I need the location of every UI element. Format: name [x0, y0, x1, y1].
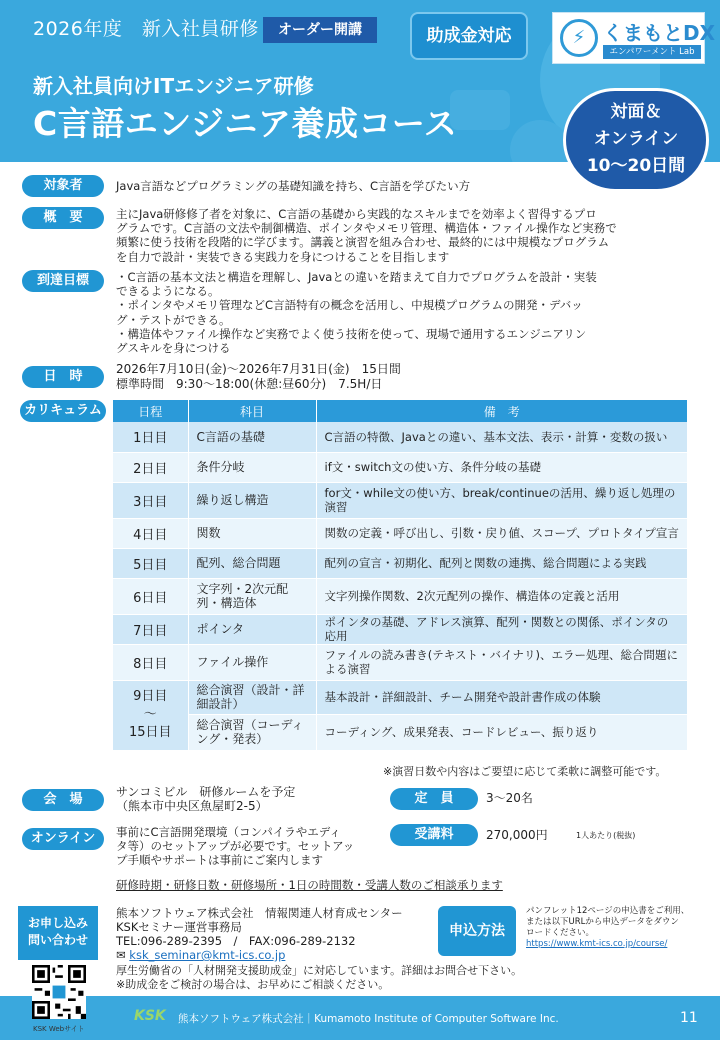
- cell-subject: 総合演習（コーディング・発表）: [188, 714, 316, 750]
- overview-text: [116, 207, 617, 264]
- curriculum-footnote: ※演習日数や内容はご要望に応じて柔軟に調整可能です。: [383, 765, 667, 778]
- subsidy-note-line: ※助成金をご検討の場合は、お早めにご相談ください。: [116, 978, 390, 991]
- table-row: [113, 518, 688, 548]
- cell-subject: C言語の基礎: [188, 422, 316, 452]
- label-venue: 会 場: [22, 789, 104, 811]
- label-overview: 概 要: [22, 207, 104, 229]
- goal-line: できるようになる。: [116, 284, 220, 299]
- label-online: オンライン: [22, 828, 104, 850]
- consult-note: 研修時期・研修日数・研修場所・1日の時間数・受講人数のご相談承ります: [116, 878, 503, 892]
- table-row: [113, 614, 688, 644]
- cell-note: 配列の宣言・初期化、配列と関数の連携、総合問題による実践: [316, 548, 688, 578]
- cell-note: ファイルの読み書き(テキスト・バイナリ)、エラー処理、総合問題による演習: [316, 644, 688, 680]
- cell-note: C言語の特徴、Javaとの違い、基本文法、表示・計算・変数の扱い: [316, 422, 688, 452]
- apply-line: または以下URLから申込データをダウン: [526, 917, 679, 927]
- venue-text: [116, 785, 295, 813]
- goal-line: グスキルを身につける: [116, 341, 231, 356]
- footer-brand: KSK: [134, 1008, 166, 1024]
- label-curriculum: カリキュラム: [20, 400, 106, 422]
- cell-note: コーディング、成果発表、コードレビュー、振り返り: [316, 714, 688, 750]
- apply-line: ロードください。: [526, 928, 595, 938]
- cell-subject: 条件分岐: [188, 452, 316, 482]
- online-line: プ手順やサポートは事前にご案内します: [116, 853, 323, 868]
- schedule-hours: 標準時間 9:30～18:00(休憩:昼60分) 7.5H/日: [116, 377, 383, 391]
- online-line: 事前にC言語開発環境（コンパイラやエディ: [116, 825, 341, 839]
- qr-code-icon[interactable]: [32, 965, 86, 1019]
- kumamoto-dx-logo: [552, 12, 716, 64]
- goal-line: ・C言語の基本文法と構造を理解し、Javaとの違いを踏まえて自力でプログラムを設計・実装: [116, 270, 597, 284]
- contact-email-row: [116, 948, 403, 962]
- overview-line: グラムです。C言語の文法や制御構造、ポインタやメモリ管理、構造体・ファイル操作など実務で: [116, 221, 617, 236]
- cell-day: 8日目: [113, 644, 188, 680]
- table-header-row: [113, 400, 688, 422]
- logo-text: くまもとDX: [603, 21, 716, 45]
- contact-info: [116, 906, 403, 962]
- cell-day: 3日目: [113, 482, 188, 518]
- cell-subject: 総合演習（設計・詳細設計）: [188, 680, 316, 714]
- target-text: Java言語などプログラミングの基礎知識を持ち、C言語を学びたい方: [116, 179, 471, 193]
- badge-line-1: 対面＆: [610, 102, 662, 122]
- label-capacity: 定 員: [390, 788, 478, 810]
- table-row: [113, 714, 688, 750]
- table-row: [113, 482, 688, 518]
- subsidy-notes: [116, 964, 522, 992]
- cell-note: if文・switch文の使い方、条件分岐の基礎: [316, 452, 688, 482]
- contact-label-line: 問い合わせ: [27, 933, 88, 947]
- online-line: タ等）のセットアップが必要です。セットアッ: [116, 839, 355, 854]
- cell-subject: 文字列・2次元配列・構造体: [188, 578, 316, 614]
- col-header-subject: 科目: [188, 400, 316, 422]
- logo-subtext: エンパワーメント Lab: [603, 45, 701, 59]
- lightning-icon: ⚡: [560, 19, 598, 57]
- label-target: 対象者: [22, 175, 104, 197]
- cell-note: 関数の定義・呼び出し、引数・戻り値、スコープ、プロトタイプ宣言: [316, 518, 688, 548]
- cell-day-range: [113, 680, 188, 750]
- day-range-end: 15日目: [128, 725, 172, 740]
- cell-note: 基本設計・詳細設計、チーム開発や設計書作成の体験: [316, 680, 688, 714]
- cell-note: 文字列操作関数、2次元配列の操作、構造体の定義と活用: [316, 578, 688, 614]
- cell-subject: ファイル操作: [188, 644, 316, 680]
- mail-icon: ✉: [116, 948, 126, 962]
- goal-line: ・構造体やファイル操作など実務でよく使う技術を使って、現場で通用するエンジニアリン: [116, 326, 587, 341]
- fee-value: 270,000円: [486, 828, 548, 842]
- schedule-text: [116, 362, 401, 392]
- contact-company: 熊本ソフトウェア株式会社 情報関連人材育成センター: [116, 906, 403, 920]
- badge-line-2: オンライン: [593, 129, 679, 149]
- contact-office: KSKセミナー運営事務局: [116, 920, 242, 934]
- venue-name: サンコミビル 研修ルームを予定: [116, 785, 296, 799]
- order-badge: オーダー開講: [263, 17, 377, 43]
- cell-subject: 配列、総合問題: [188, 548, 316, 578]
- label-schedule: 日 時: [22, 366, 104, 388]
- table-row: [113, 680, 688, 714]
- page-subtitle: 新入社員向けITエンジニア研修: [33, 74, 314, 98]
- cell-day: 6日目: [113, 578, 188, 614]
- contact-phone: TEL:096-289-2395 / FAX:096-289-2132: [116, 934, 356, 948]
- overview-line: 頻繁に使う技術を段階的に学びます。講義と演習を組み合わせ、最終的には中規模なプログラム: [116, 235, 610, 250]
- contact-label: [18, 906, 98, 960]
- subsidy-note-line: 厚生労働省の「人材開発支援助成金」に対応しています。詳細はお問合せ下さい。: [116, 964, 523, 977]
- cell-day: 5日目: [113, 548, 188, 578]
- schedule-dates: 2026年7月10日(金)～2026年7月31日(金) 15日間: [116, 362, 401, 376]
- table-row: [113, 452, 688, 482]
- badge-line-3: 10～20日間: [586, 156, 686, 176]
- qr-caption: KSK Webサイト: [33, 1025, 85, 1033]
- cell-day: 4日目: [113, 518, 188, 548]
- apply-instructions: [526, 906, 689, 950]
- apply-line: パンフレット12ページの申込書をご利用、: [526, 906, 690, 916]
- page-title: C言語エンジニア養成コース: [33, 104, 458, 143]
- cell-note: for文・while文の使い方、break/continueの活用、繰り返し処理の演習: [316, 482, 688, 518]
- venue-address: （熊本市中央区魚屋町2-5）: [116, 799, 268, 813]
- format-duration-badge: [563, 88, 709, 192]
- fee-note: 1人あたり(税抜): [576, 831, 636, 840]
- capacity-value: 3～20名: [486, 791, 533, 805]
- apply-method-label: 申込方法: [438, 906, 516, 956]
- col-header-note: 備 考: [316, 400, 688, 422]
- overview-line: 主にJava研修修了者を対象に、C言語の基礎から実践的なスキルまでを効率よく習得するプロ: [116, 207, 597, 221]
- cell-note: ポインタの基礎、アドレス演算、配列・関数との関係、ポインタの応用: [316, 614, 688, 644]
- table-row: [113, 578, 688, 614]
- curriculum-table: [113, 400, 688, 751]
- goal-line: ・ポインタやメモリ管理などC言語特有の概念を活用し、中規模プログラムの開発・デバッ: [116, 298, 583, 313]
- label-fee: 受講料: [390, 824, 478, 846]
- table-row: [113, 644, 688, 680]
- course-year-title: 2026年度 新入社員研修: [33, 18, 259, 40]
- apply-url-link[interactable]: https://www.kmt-ics.co.jp/course/: [526, 939, 668, 949]
- day-range-start: 9日目: [133, 689, 168, 704]
- page-number: 11: [680, 1010, 698, 1026]
- online-text: [116, 825, 354, 868]
- contact-label-line: お申し込み: [27, 916, 88, 930]
- cell-subject: 繰り返し構造: [188, 482, 316, 518]
- cell-subject: 関数: [188, 518, 316, 548]
- subsidy-badge: 助成金対応: [410, 12, 528, 60]
- footer-company: 熊本ソフトウェア株式会社｜Kumamoto Institute of Computer Software Inc.: [178, 1013, 559, 1025]
- table-row: [113, 422, 688, 452]
- label-goals: 到達目標: [22, 270, 104, 292]
- cell-day: 7日目: [113, 614, 188, 644]
- contact-email-link[interactable]: ksk_seminar@kmt-ics.co.jp: [129, 948, 286, 962]
- overview-line: を自力で設計・実装できる実践力を身につけることを目指します: [116, 249, 450, 264]
- cell-subject: ポインタ: [188, 614, 316, 644]
- goal-line: グ・テストができる。: [116, 312, 231, 327]
- cell-day: 1日目: [113, 422, 188, 452]
- col-header-day: 日程: [113, 400, 188, 422]
- goals-text: [116, 270, 597, 355]
- table-row: [113, 548, 688, 578]
- cell-day: 2日目: [113, 452, 188, 482]
- day-range-sep: ～: [143, 707, 157, 722]
